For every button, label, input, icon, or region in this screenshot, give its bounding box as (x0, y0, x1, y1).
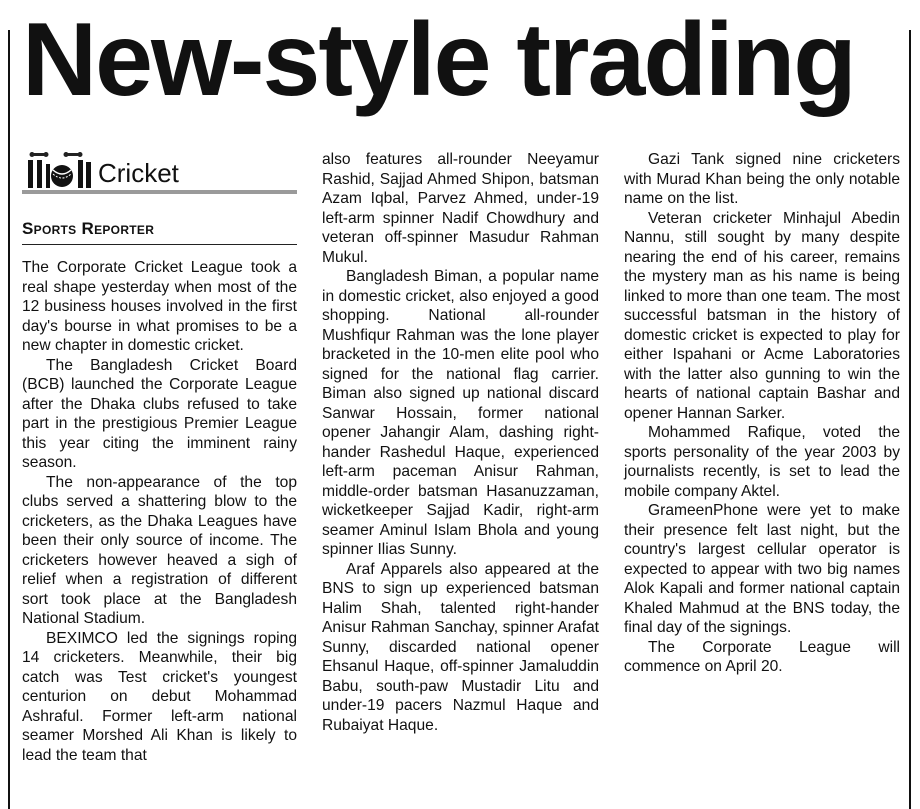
paragraph-1: The Corporate Cricket League took a real shape yesterday when most of the 12 business houses involved in the first day's bourse in what promises to be a new chapter in domestic cricket. (22, 259, 297, 354)
paragraph-6: Araf Apparels also appeared at the BNS to sign up experienced batsman Halim Shah, talented right-hander Anisur Rahman Sanchay, spinner Arafat Sunny, discarded national opener Ehsanul Haque, off-spinner Jamaluddin Babu, south-paw Mustadir Litu and under-19 pacers Nazmul Haque and Rubaiyat Haque. (322, 560, 599, 734)
cricket-bats-ball-icon (22, 150, 94, 190)
paragraph-10: GrameenPhone were yet to make their presence felt last night, but the country's largest cellular operator is expected to appear with two big names Alok Kapali and former national captain Khaled Mahmud at the BNS today, the final day of the signings. (624, 502, 900, 636)
paragraph-2: The Bangladesh Cricket Board (BCB) launched the Corporate League after the Dhaka clubs refused to take part in the prestigious Premier League this year citing the imminent rainy season. (22, 356, 297, 471)
article-column-3 (624, 150, 900, 677)
right-column-rule (909, 30, 911, 809)
paragraph-4: BEXIMCO led the signings roping 14 cricketers. Meanwhile, their big catch was Test cricket's youngest centurion on debut Mohammad Ashraful. Former left-arm national seamer Morshed Ali Khan is likely to lead the team that (22, 629, 297, 764)
headline: New-style trading (22, 2, 855, 118)
article-column-2 (322, 150, 599, 735)
paragraph-11: The Corporate League will commence on April 20. (624, 638, 900, 675)
section-label: Cricket (98, 158, 179, 188)
paragraph-5: Bangladesh Biman, a popular name in domestic cricket, also enjoyed a good shopping. National all-rounder Mushfiqur Rahman was the lone player bracketed in the 10-men elite pool who signed for the national flag carrier. Biman also signed up national discard Sanwar Hossain, former national opener Jahangir Alam, dashing right-hander Rashedul Haque, experienced left-arm paceman Anisur Rahman, middle-order batsman Hasanuzzaman, wicketkeeper Sajjad Kadir, right-arm seamer Aminul Islam Bhola and young spinner Ilias Sunny. (322, 268, 599, 558)
section-underline (22, 190, 297, 194)
cricket-section-logo (22, 150, 297, 194)
paragraph-4-continued: also features all-rounder Neeyamur Rashid, Sajjad Ahmed Shipon, batsman Azam Iqbal, Parvez Ahmed, under-19 left-arm spinner Nadif Chowdhury and veteran off-spinner Masudur Rahman Mukul. (322, 151, 599, 266)
byline-rule (22, 244, 297, 245)
left-column-rule (8, 30, 10, 809)
paragraph-3: The non-appearance of the top clubs served a shattering blow to the cricketers, as the Dhaka Leagues have been their only source of income. The cricketers however heaved a sigh of relief when a registration of different sort took place at the Bangladesh National Stadium. (22, 473, 297, 627)
paragraph-9: Mohammed Rafique, voted the sports personality of the year 2003 by journalists recently, is set to lead the mobile company Aktel. (624, 424, 900, 500)
article-column-1 (22, 258, 297, 765)
paragraph-7: Gazi Tank signed nine cricketers with Murad Khan being the only notable name on the list. (624, 151, 900, 207)
paragraph-8: Veteran cricketer Minhajul Abedin Nannu, still sought by many despite nearing the end of his career, remains the mystery man as his name is being linked to more than one team. The most successful batsman in the history of domestic cricket is expected to play for either Ispahani or Acme Laboratories with the latter also gunning to win the hearts of national captain Bashar and opener Hannan Sarker. (624, 209, 900, 422)
byline: Sports Reporter (22, 219, 155, 238)
